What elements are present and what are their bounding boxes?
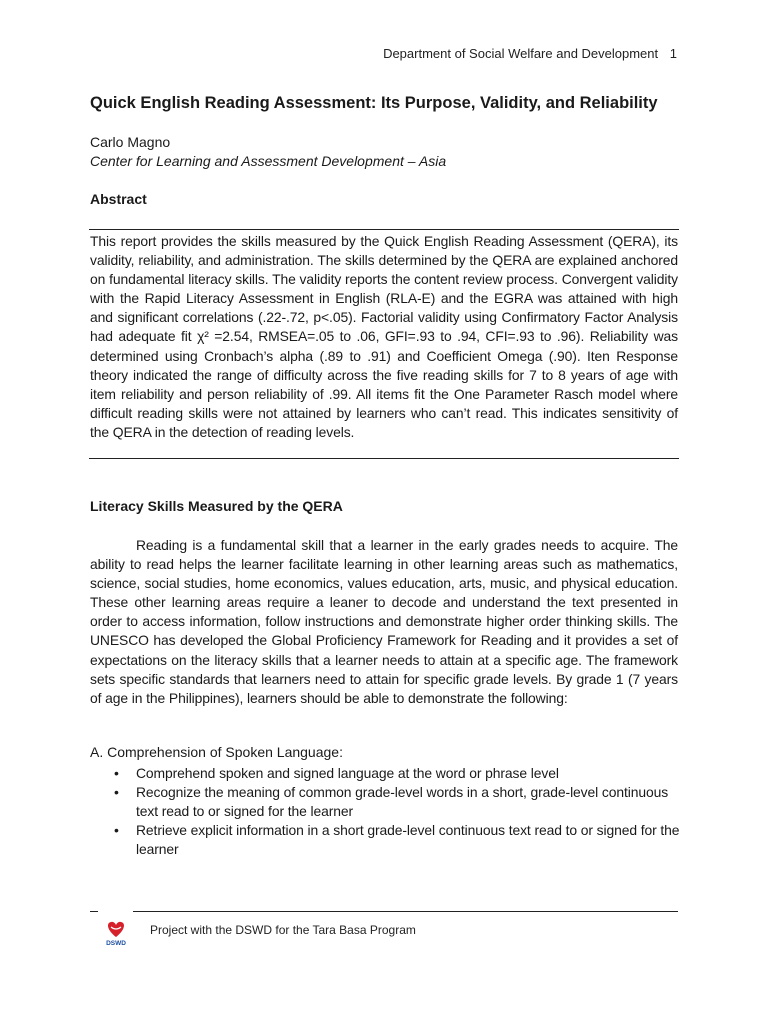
- page-number: 1: [669, 46, 677, 61]
- list-heading: A. Comprehension of Spoken Language:: [90, 744, 343, 760]
- page-header: [383, 46, 677, 61]
- dswd-logo-icon: [101, 917, 131, 947]
- footer-divider-short: [90, 911, 98, 912]
- bullet-icon: •: [114, 784, 119, 801]
- bullet-icon: •: [114, 822, 119, 839]
- abstract-text: This report provides the skills measured by the Quick English Reading Assessment (QERA), its validity, reliability, and administration. The skills determined by the QERA are explained anchored on fundamental literacy skills. The validity reports the content review process. Convergent validity with the Rapid Literacy Assessment in English (RLA-E) and the EGRA was attained with high and significant correlations (.22-.72, p<.05). Factorial validity using Confirmatory Factor Analysis had adequate fit χ² =2.54, RMSEA=.05 to .06, GFI=.93 to .94, CFI=.93 to .96). Reliability was determined using Cronbach’s alpha (.89 to .91) and Coefficient Omega (.90). Iten Response theory indicated the range of difficulty across the five reading skills for 7 to 8 years of age with item reliability and person reliability of .99. All items fit the One Parameter Rasch model where difficult reading skills were not attained by learners who can’t read. This indicates sensitivity of the QERA in the detection of reading levels.: [90, 233, 678, 440]
- bullet-icon: •: [114, 765, 119, 781]
- abstract-box: [89, 229, 679, 459]
- list-item: • Retrieve explicit information in a short grade-level continuous text read to or signed for the learner: [114, 822, 680, 858]
- abstract-heading: Abstract: [90, 191, 147, 207]
- author-name: Carlo Magno: [90, 134, 171, 150]
- skills-list: [90, 764, 680, 859]
- body-paragraph: Reading is a fundamental skill that a learner in the early grades needs to acquire. The ability to read helps the learner facilitate learning in other learning areas such as mathematics, science, social studies, home economics, values education, arts, music, and physical education. These other learning areas require a leaner to decode and understand the text presented in order to access information, follow instructions and demonstrate higher order thinking skills. The UNESCO has developed the Global Proficiency Framework for Reading and it provides a set of expectations on the literacy skills that a learner needs to attain at a specific age. The framework sets specific standards that learners need to attain for specific grade levels. By grade 1 (7 years of age in the Philippines), learners should be able to demonstrate the following:: [90, 537, 678, 706]
- footer-text: Project with the DSWD for the Tara Basa Program: [150, 923, 416, 937]
- list-item: • Comprehend spoken and signed language at the word or phrase level: [90, 764, 680, 783]
- section-heading: Literacy Skills Measured by the QERA: [90, 498, 343, 514]
- department-name: Department of Social Welfare and Development: [383, 46, 659, 61]
- author-affiliation: Center for Learning and Assessment Development – Asia: [90, 153, 447, 169]
- document-title: Quick English Reading Assessment: Its Purpose, Validity, and Reliability: [90, 94, 658, 112]
- list-item: • Recognize the meaning of common grade-level words in a short, grade-level continuous text read to or signed for the learner: [114, 784, 669, 820]
- logo-text: DSWD: [106, 940, 126, 947]
- footer-divider: [133, 911, 678, 912]
